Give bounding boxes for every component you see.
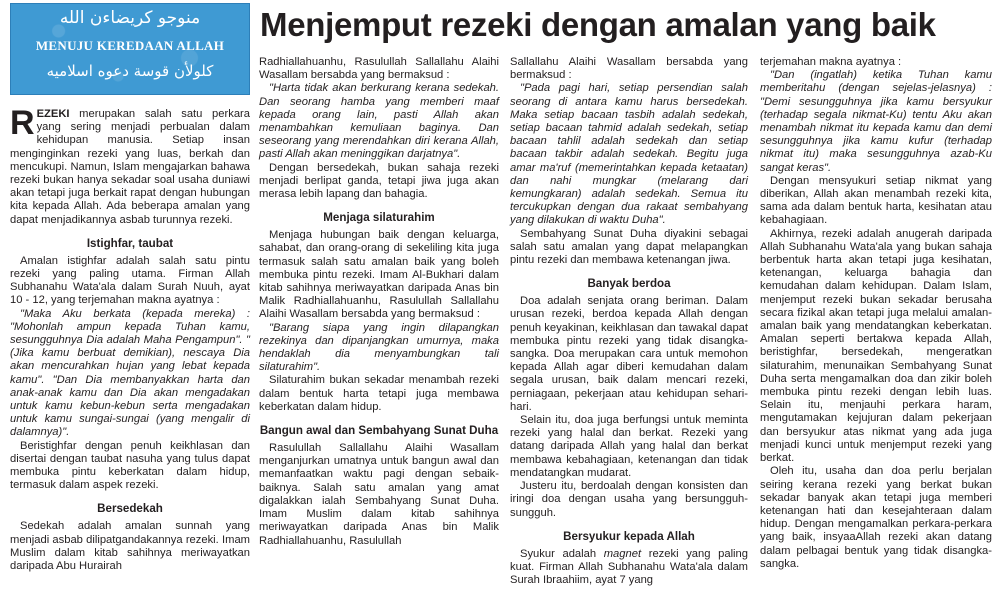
paragraph: Doa adalah senjata orang beriman. Dalam urusan rezeki, berdoa kepada Allah dengan penuh keyakinan, keikhlasan dan tawakal dapat membuka pintu rezeki yang tidak disangka-sangka. Doa merupakan cara untuk memohon kepada Allah agar diberi kemudahan dalam segala urusan, baik dalam mencari rezeki, perniagaan, pekerjaan atau kehidupan sehari-hari. — [510, 295, 748, 413]
article-column-3 — [510, 56, 748, 587]
paragraph: Amalan istighfar adalah salah satu pintu rezeki yang paling utama. Firman Allah Subhanahu Wata'ala dalam Surah Nuuh, ayat 10 - 12, yang terjemahan makna ayatnya : — [10, 254, 250, 307]
paragraph: Sallallahu Alaihi Wasallam bersabda yang bermaksud : — [510, 56, 748, 82]
paragraph: Selain itu, doa juga berfungsi untuk meminta rezeki yang halal dan berkat. Rezeki yang datang daripada Allah yang halal dan berkat membawa kebahagiaan, ketenangan dan tidak mendatangkan mudarat. — [510, 414, 748, 479]
paragraph: Oleh itu, usaha dan doa perlu berjalan seiring kerana rezeki yang berkat bukan sekadar banyak akan tetapi juga memberi ketenangan hati dan kesejahteraan dalam hidup. Dengan mengamalkan perkara-perkara yang baik, insyaaAllah rezeki akan datang dalam pelbagai bentuk yang tidak disangka-sangka. — [760, 465, 992, 570]
paragraph: Sembahyang Sunat Duha diyakini sebagai salah satu amalan yang dapat melapangkan pintu rezeki dan membawa ketenangan jiwa. — [510, 227, 748, 267]
paragraph: Menjaga hubungan baik dengan keluarga, sahabat, dan orang-orang di sekeliling kita juga termasuk salah satu amalan baik yang boleh membuka pintu rezeki. Imam Al-Bukhari dalam kitab sahihnya meriwayatkan daripada Anas bin Malik Radhiallahuanhu, Rasulullah Sallallahu Alaihi Wasallam bersabda yang bermaksud : — [259, 229, 499, 321]
hadith-quote: "Harta tidak akan berkurang kerana sedekah. Dan seorang hamba yang memberi maaf kepada orang lain, pasti Allah akan menambahkan kemuliaan baginya. Dan seseorang yang merendahkan diri kerana Allah, pasti Allah akan meninggikan darjatnya". — [259, 82, 499, 161]
paragraph — [510, 548, 748, 588]
paragraph: Rasulullah Sallallahu Alaihi Wasallam menganjurkan umatnya untuk bangun awal dan memanfaatkan waktu pagi dengan sebaik-baiknya. Salah satu amalan yang amat digalakkan ialah Sembahyang Sunat Duha. Imam Muslim dalam kitab sahihnya meriwayatkan daripada Anas bin Malik Radhiallahuanhu, Rasulullah — [259, 442, 499, 547]
hadith-quote: "Pada pagi hari, setiap persendian salah seorang di antara kamu harus bersedekah. Maka setiap bacaan tasbih adalah sedekah, setiap bacaan tahmid adalah sedekah, setiap bacaan tahlil adalah sedekah dan setiap bacaan takbir adalah sedekah. Begitu juga amar ma'ruf (memerintahkan kepada ketaatan) dan nahi mungkar (melarang dari kemungkaran) adalah sedekah. Semua itu tercukupkan dengan dua rakaat sembahyang yang dilakukan di waktu Duha". — [510, 82, 748, 227]
article-column-1 — [10, 104, 250, 573]
intro-lead-word: EZEKI — [36, 108, 70, 120]
banner-jawi-credit: كلولأن قوسة دعوه اسلاميه — [46, 62, 214, 80]
paragraph: Sedekah adalah amalan sunnah yang menjadi asbab dilipatgandakannya rezeki. Imam Muslim dalam kitab sahihnya meriwayatkan daripada Abu Hurairah — [10, 520, 250, 573]
article-column-4 — [760, 56, 992, 571]
drop-cap: R — [10, 104, 35, 142]
paragraph: Akhirnya, rezeki adalah anugerah daripada Allah Subhanahu Wata'ala yang bukan sahaja berbentuk harta akan tetapi juga kesihatan, ketenangan, keluarga bahagia dan kemudahan dalam kehidupan. Dalam Islam, menjemput rezeki bukan sekadar berusaha secara fizikal akan tetapi juga melalui amalan-amalan baik yang mendatangkan keberkatan. Amalan seperti bertakwa kepada Allah, beristighfar, bersedekah, mengeratkan silaturahim, menunaikan Sembahyang Sunat Duha serta mengamalkan doa dan zikir boleh membuka pintu rezeki dengan lebih luas. Selain itu, menjauhi perkara haram, mengutamakan kejujuran dalam pekerjaan dan bersyukur atas nikmat yang ada juga menjadi kunci untuk menjemput rezeki yang berkat. — [760, 227, 992, 465]
text-run: rezeki yang paling kuat. Firman Allah Subhanahu Wata'ala dalam Surah Ibraahiim, ayat 7 yang — [510, 547, 748, 587]
paragraph: Justeru itu, berdoalah dengan konsisten dan iringi doa dengan usaha yang bersungguh-sungguh. — [510, 480, 748, 519]
paragraph: Dengan bersedekah, bukan sahaja rezeki menjadi berlipat ganda, tetapi jiwa juga akan merasa lebih lapang dan bahagia. — [259, 161, 499, 201]
hadith-quote: "Barang siapa yang ingin dilapangkan rezekinya dan dipanjangkan umurnya, maka hendaklah dia menyambungkan tali silaturahim". — [259, 321, 499, 374]
intro-text: merupakan salah satu perkara yang sering menjadi perbualan dalam kehidupan manusia. Setiap insan menginginkan rezeki yang luas, berkah dan mencukupi. Namun, Islam mengajarkan bahawa rezeki bukan hanya sekadar soal usaha duniawi akan tetapi juga berkait rapat dengan hubungan kita kepada Allah. Ada beberapa amalan yang dapat menjadikannya asbab turunnya rezeki. — [10, 108, 250, 226]
subheading-bersyukur: Bersyukur kepada Allah — [563, 529, 695, 543]
article-headline: Menjemput rezeki dengan amalan yang baik — [260, 6, 936, 43]
paragraph: Dengan mensyukuri setiap nikmat yang diberikan, Allah akan menambah rezeki kita, sama ada dalam bentuk harta, kesihatan atau kebahagiaan. — [760, 174, 992, 227]
subheading-istighfar: Istighfar, taubat — [86, 236, 174, 250]
quran-quote: "Maka Aku berkata (kepada mereka) : "Mohonlah ampun kepada Tuhan kamu, sesungguhnya Dia adalah Maha Pengampun". "(Jika kamu berbuat demikian), nescaya Dia akan mencurahkan hujan yang lebat kepada kamu". "Dan Dia membanyakkan harta dan anak-anak kamu dan Dia akan mengadakan untuk kamu kebun-kebun serta mengadakan untuk kamu sungai-sungai (yang mengalir di dalamnya)". — [10, 307, 250, 439]
paragraph: terjemahan makna ayatnya : — [760, 56, 902, 68]
paragraph: Radhiallahuanhu, Rasulullah Sallallahu Alaihi Wasallam bersabda yang bermaksud : — [259, 56, 499, 82]
emphasis: magnet — [603, 547, 642, 560]
article-column-2 — [259, 56, 499, 548]
intro-paragraph — [10, 104, 250, 227]
banner-jawi-title: منوجو كريضاءن الله — [59, 8, 201, 28]
quran-quote: "Dan (ingatlah) ketika Tuhan kamu memberitahu (dengan sejelas-jelasnya) : "Demi sesungguhnya jika kamu bersyukur (terhadap segala nikmat-Ku) tentu Aku akan menambah nikmat itu kepada kamu dan demi sesungguhnya jika kamu kufur (terhadap nikmat itu) maka sesungguhnya azab-Ku sangat keras". — [760, 69, 992, 174]
subheading-berdoa: Banyak berdoa — [587, 277, 671, 291]
subheading-silaturahim: Menjaga silaturahim — [323, 211, 435, 225]
paragraph: Beristighfar dengan penuh keikhlasan dan disertai dengan taubat nasuha yang tulus dapat membuka pintu keberkatan dalam hidup, termasuk dalam aspek rezeki. — [10, 439, 250, 492]
paragraph: Silaturahim bukan sekadar menambah rezeki dalam bentuk harta tetapi juga membawa keberkatan dalam hidup. — [259, 374, 499, 413]
subheading-bersedekah: Bersedekah — [97, 502, 163, 516]
text-run: Syukur adalah — [520, 547, 604, 560]
subheading-sunat-duha: Bangun awal dan Sembahyang Sunat Duha — [259, 424, 499, 438]
column-logo-banner — [10, 3, 250, 95]
banner-subtitle: MENUJU KEREDAAN ALLAH — [35, 38, 225, 53]
